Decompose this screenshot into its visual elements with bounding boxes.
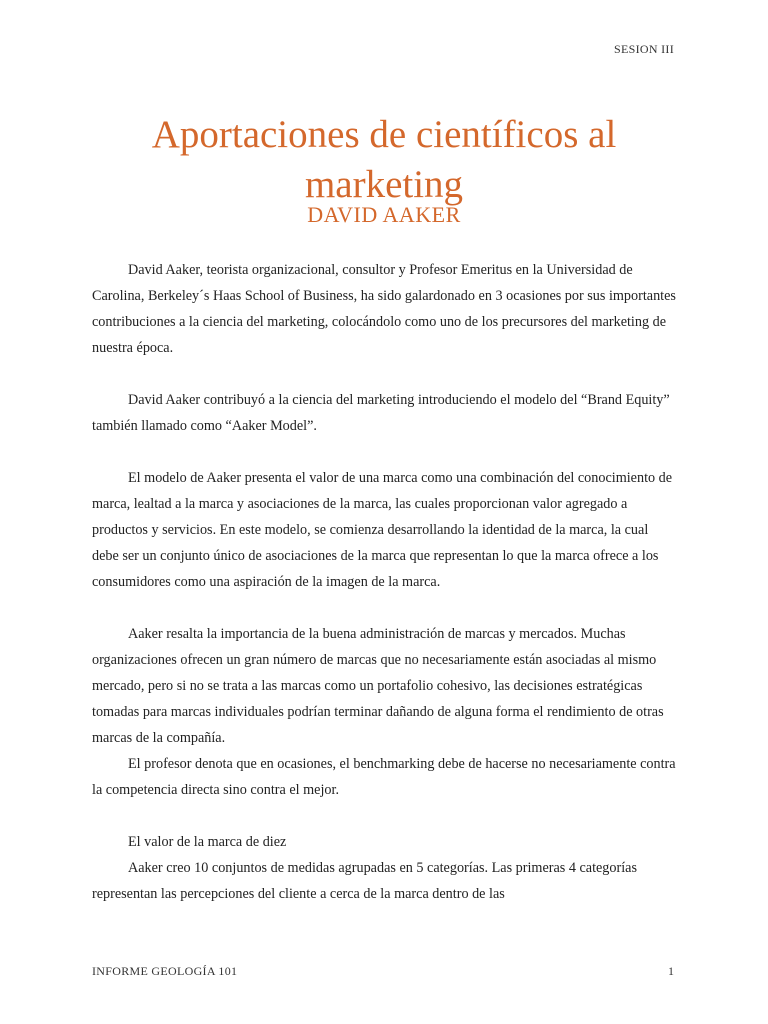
paragraph-gap	[92, 361, 676, 387]
paragraph-gap	[92, 439, 676, 465]
page-title: Aportaciones de científicos al marketing	[151, 113, 617, 206]
paragraph: Aaker creo 10 conjuntos de medidas agrupadas en 5 categorías. Las primeras 4 categorías representan las percepciones del cliente a cerca de la marca dentro de las	[92, 860, 637, 902]
paragraph: David Aaker, teorista organizacional, consultor y Profesor Emeritus en la Universidad de Carolina, Berkeley´s Haas School of Business, ha sido galardonado en 3 ocasiones por sus importantes contribuciones a la ciencia del marketing, colocándolo como uno de los precursores del marketing de nuestra época.	[92, 262, 676, 356]
paragraph-gap	[92, 595, 676, 621]
paragraph: David Aaker contribuyó a la ciencia del marketing introduciendo el modelo del “Brand Equity” también llamado como “Aaker Model”.	[92, 392, 670, 434]
paragraph-gap	[92, 803, 676, 829]
paragraph: El modelo de Aaker presenta el valor de una marca como una combinación del conocimiento de marca, lealtad a la marca y asociaciones de la marca, las cuales proporcionan valor agregado a productos y servicios. En este modelo, se comienza desarrollando la identidad de la marca, la cual debe ser un conjunto único de asociaciones de la marca que representan lo que la marca ofrece a los consumidores como una aspiración de la imagen de la marca.	[92, 470, 673, 590]
page-subtitle: DAVID AAKER	[307, 202, 461, 227]
section-heading: El valor de la marca de diez	[128, 834, 287, 850]
paragraph: El profesor denota que en ocasiones, el benchmarking debe de hacerse no necesariamente contra la competencia directa sino contra el mejor.	[92, 756, 676, 798]
page-number: 1	[668, 964, 674, 978]
footer-title: INFORME GEOLOGÍA 101	[92, 964, 238, 978]
section-header: SESION III	[614, 42, 674, 56]
paragraph: Aaker resalta la importancia de la buena administración de marcas y mercados. Muchas organizaciones ofrecen un gran número de marcas que no necesariamente están asociadas al mismo mercado, pero si no se trata a las marcas como un portafolio cohesivo, las decisiones estratégicas tomadas para marcas individuales podrían terminar dañando de alguna forma el rendimiento de otras marcas de la compañía.	[92, 626, 664, 746]
document-body	[92, 257, 676, 907]
